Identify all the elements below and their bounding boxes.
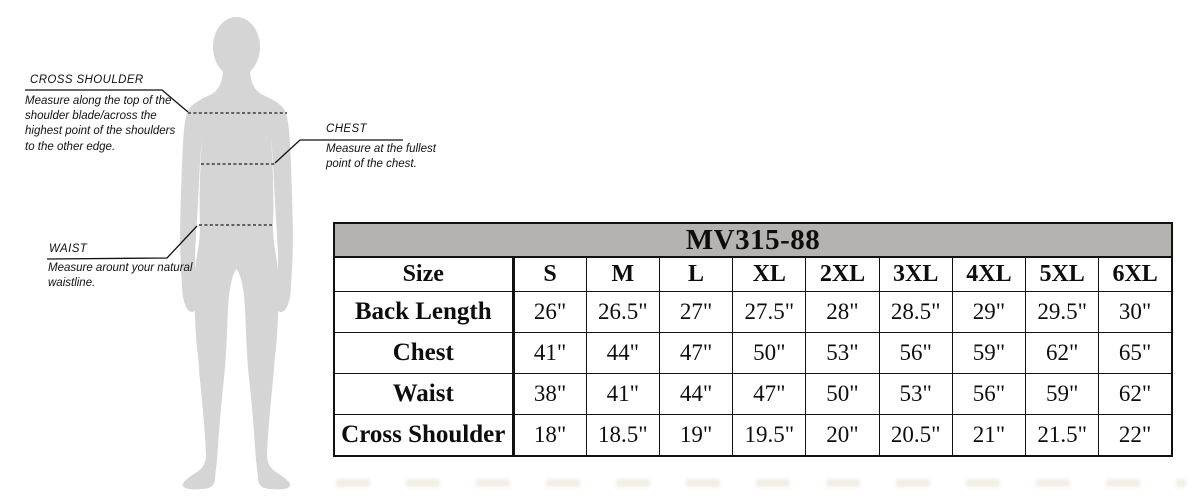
- measurement-value-cell: 19.5": [733, 415, 806, 457]
- measurement-value-cell: 47": [733, 374, 806, 415]
- measurement-value-cell: 44": [586, 333, 659, 374]
- size-table-header-row: [334, 257, 1172, 292]
- size-column-header: S: [513, 257, 586, 292]
- measurement-value-cell: 56": [952, 374, 1025, 415]
- measurement-row-label: Cross Shoulder: [334, 415, 513, 457]
- measurement-value-cell: 53": [806, 333, 879, 374]
- chest-label: CHEST: [326, 123, 367, 135]
- size-column-header: 4XL: [952, 257, 1025, 292]
- measurement-value-cell: 21.5": [1026, 415, 1099, 457]
- measurement-value-cell: 30": [1099, 292, 1172, 333]
- measurement-value-cell: 18": [513, 415, 586, 457]
- measurement-value-cell: 28.5": [879, 292, 952, 333]
- cross-shoulder-label: CROSS SHOULDER: [30, 74, 144, 86]
- waist-label: WAIST: [49, 243, 88, 255]
- measurement-value-cell: 53": [879, 374, 952, 415]
- measurement-row-label: Waist: [334, 374, 513, 415]
- size-table-row: [334, 333, 1172, 374]
- measurement-value-cell: 28": [806, 292, 879, 333]
- measurement-value-cell: 38": [513, 374, 586, 415]
- measurement-value-cell: 41": [586, 374, 659, 415]
- measurement-value-cell: 21": [952, 415, 1025, 457]
- measurement-value-cell: 26.5": [586, 292, 659, 333]
- size-column-header: L: [659, 257, 732, 292]
- measurement-value-cell: 50": [806, 374, 879, 415]
- measurement-value-cell: 27.5": [733, 292, 806, 333]
- size-table-row: [334, 374, 1172, 415]
- size-table-body: [334, 292, 1172, 457]
- measurement-value-cell: 41": [513, 333, 586, 374]
- measurement-value-cell: 29.5": [1026, 292, 1099, 333]
- measurement-value-cell: 44": [659, 374, 732, 415]
- measurement-value-cell: 20.5": [879, 415, 952, 457]
- size-column-header: 6XL: [1099, 257, 1172, 292]
- size-table-row: [334, 415, 1172, 457]
- size-column-header: 5XL: [1026, 257, 1099, 292]
- size-column-header: M: [586, 257, 659, 292]
- measurement-value-cell: 27": [659, 292, 732, 333]
- measurement-row-label: Back Length: [334, 292, 513, 333]
- measurement-value-cell: 29": [952, 292, 1025, 333]
- measurement-value-cell: 59": [1026, 374, 1099, 415]
- silhouette-body-mirror: [237, 66, 293, 489]
- waist-description: Measure arount your natural waistline.: [48, 262, 193, 290]
- measurement-value-cell: 59": [952, 333, 1025, 374]
- size-chart-title-bar: [333, 222, 1173, 258]
- measurement-value-cell: 47": [659, 333, 732, 374]
- chest-description: Measure at the fullest point of the chest.: [326, 143, 436, 171]
- cross-shoulder-description: Measure along the top of the shoulder blade/across the highest point of the shoulders to the other edge.: [25, 95, 176, 153]
- product-code-title: MV315-88: [685, 223, 821, 256]
- size-column-header: 2XL: [806, 257, 879, 292]
- size-column-header: Size: [334, 257, 513, 292]
- measurement-value-cell: 20": [806, 415, 879, 457]
- size-chart: [333, 222, 1173, 457]
- measurement-value-cell: 22": [1099, 415, 1172, 457]
- measurement-value-cell: 26": [513, 292, 586, 333]
- measurement-value-cell: 62": [1026, 333, 1099, 374]
- measurement-value-cell: 56": [879, 333, 952, 374]
- measurement-value-cell: 65": [1099, 333, 1172, 374]
- measurement-value-cell: 62": [1099, 374, 1172, 415]
- measurement-value-cell: 18.5": [586, 415, 659, 457]
- size-table-row: [334, 292, 1172, 333]
- size-column-header: XL: [733, 257, 806, 292]
- size-column-header: 3XL: [879, 257, 952, 292]
- measurement-row-label: Chest: [334, 333, 513, 374]
- cropped-faded-text-artifact: [336, 479, 1186, 487]
- size-table: [333, 256, 1173, 457]
- measurement-value-cell: 19": [659, 415, 732, 457]
- measurement-value-cell: 50": [733, 333, 806, 374]
